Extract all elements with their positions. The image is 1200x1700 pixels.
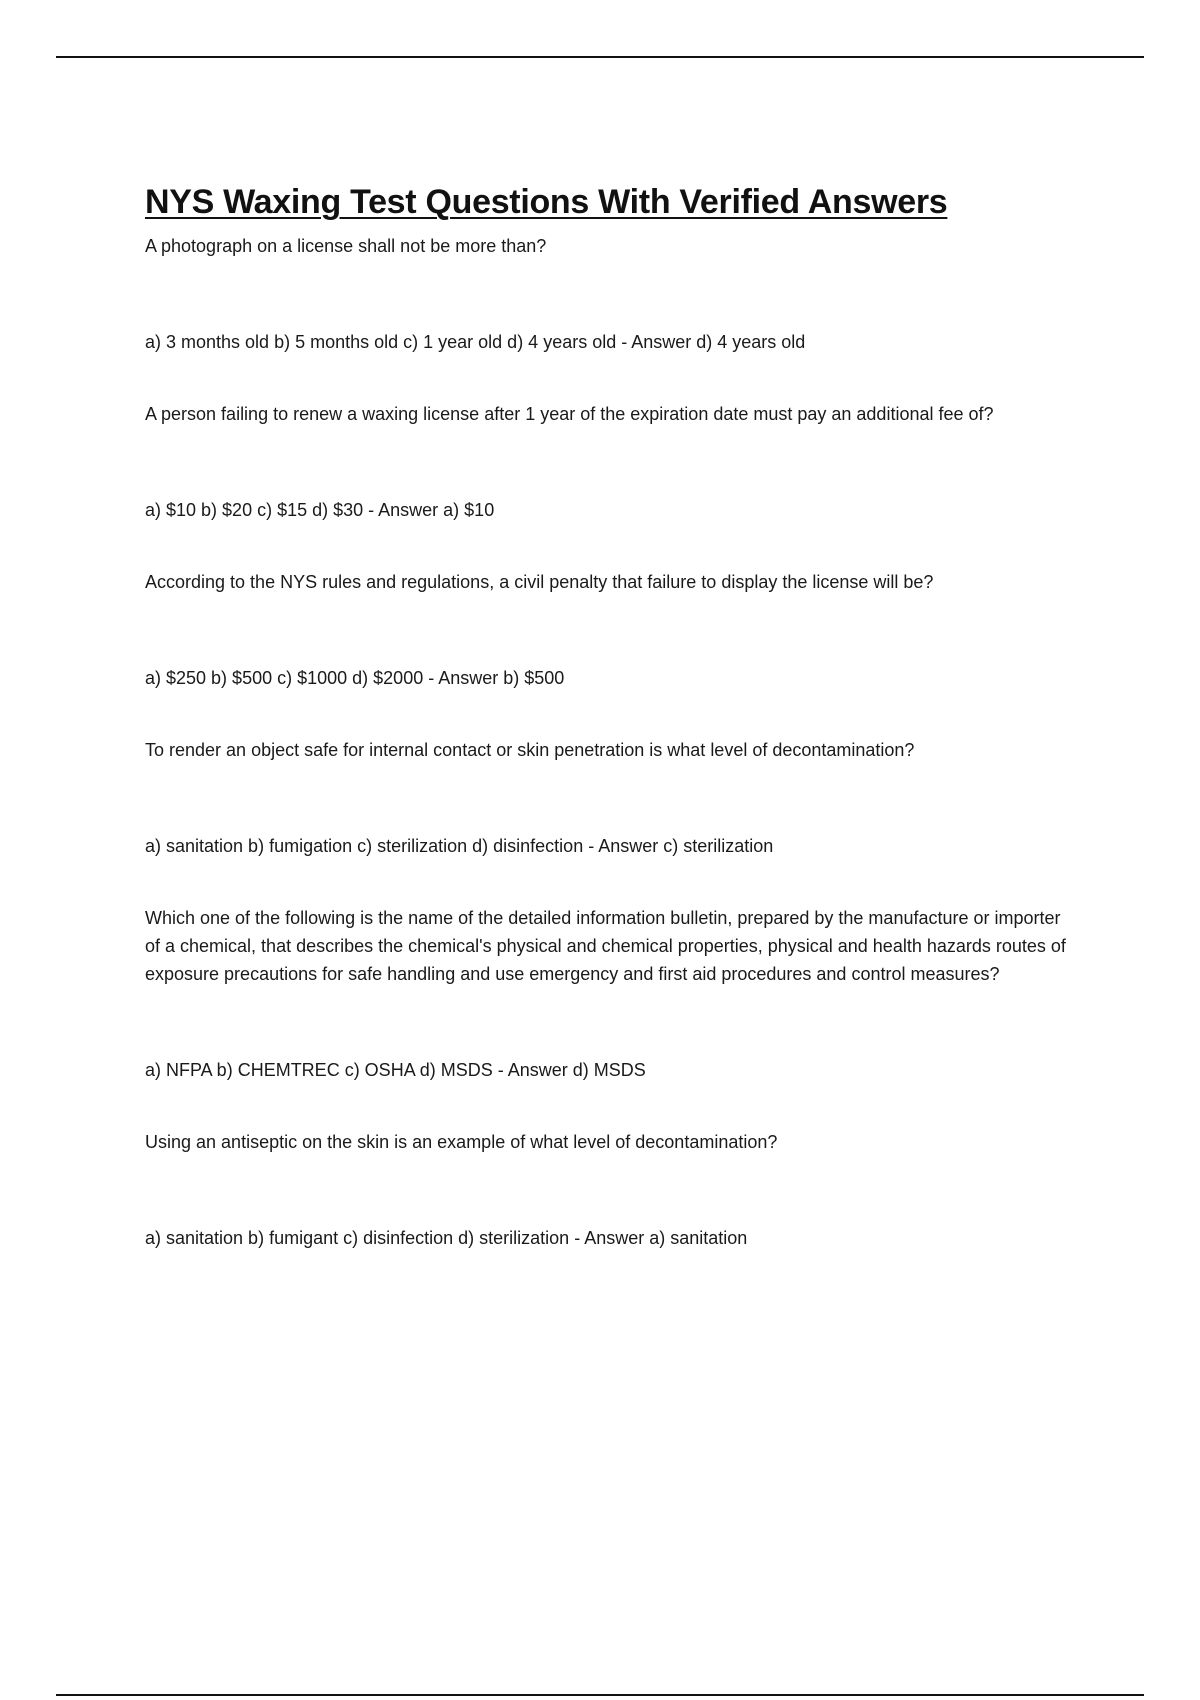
question-text: Which one of the following is the name of the detailed information bulletin, prepared by the manufacture or importer of a chemical, that describes the chemical's physical and chemical properties, physical and health hazards routes of exposure precautions for safe handling and use emergency and first aid procedures and control measures? [145, 908, 1066, 984]
question-text: A photograph on a license shall not be more than? [145, 236, 547, 256]
answer-text: a) 3 months old b) 5 months old c) 1 year old d) 4 years old - Answer d) 4 years old [145, 332, 806, 352]
answer-text: a) sanitation b) fumigant c) disinfection d) sterilization - Answer a) sanitation [145, 1228, 748, 1248]
qa-item [145, 568, 1080, 692]
qa-list [145, 232, 1080, 1252]
question-text: To render an object safe for internal contact or skin penetration is what level of decontamination? [145, 740, 915, 760]
top-rule [56, 56, 1144, 58]
bottom-rule [56, 1694, 1144, 1696]
qa-item [145, 1128, 1080, 1252]
qa-item [145, 736, 1080, 860]
question-text: A person failing to renew a waxing license after 1 year of the expiration date must pay an additional fee of? [145, 404, 994, 424]
qa-item [145, 400, 1080, 524]
document-title: NYS Waxing Test Questions With Verified Answers [145, 183, 948, 221]
answer-text: a) sanitation b) fumigation c) sterilization d) disinfection - Answer c) sterilization [145, 836, 774, 856]
question-text: According to the NYS rules and regulations, a civil penalty that failure to display the license will be? [145, 572, 934, 592]
question-text: Using an antiseptic on the skin is an example of what level of decontamination? [145, 1132, 778, 1152]
answer-text: a) $250 b) $500 c) $1000 d) $2000 - Answer b) $500 [145, 668, 565, 688]
document-body [145, 178, 1080, 1296]
qa-item [145, 232, 1080, 356]
qa-item [145, 904, 1080, 1084]
answer-text: a) NFPA b) CHEMTREC c) OSHA d) MSDS - Answer d) MSDS [145, 1060, 646, 1080]
answer-text: a) $10 b) $20 c) $15 d) $30 - Answer a) $10 [145, 500, 495, 520]
